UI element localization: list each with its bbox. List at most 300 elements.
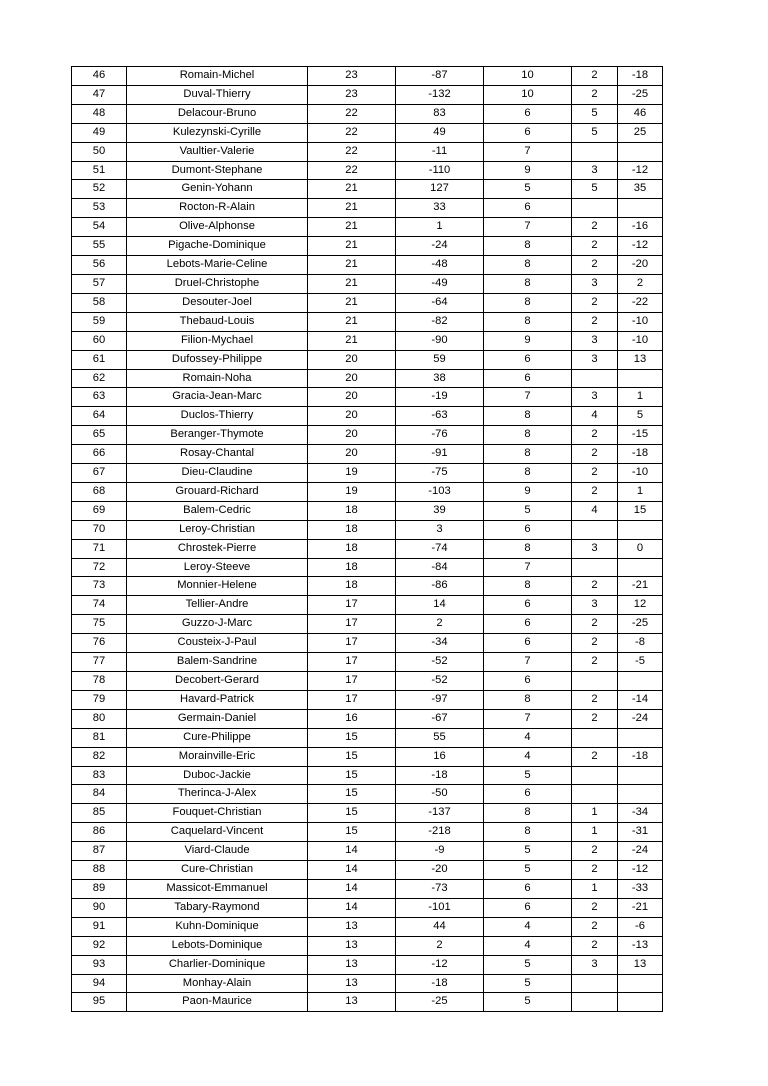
table-cell-score: [618, 993, 663, 1012]
table-cell-wins: [572, 993, 618, 1012]
table-row: [72, 879, 663, 898]
table-cell-games: 6: [484, 104, 572, 123]
table-cell-rank: 59: [72, 312, 127, 331]
table-cell-rank: 78: [72, 672, 127, 691]
table-cell-diff: -64: [396, 293, 484, 312]
table-cell-name: Duboc-Jackie: [127, 766, 308, 785]
table-cell-games: 7: [484, 388, 572, 407]
table-cell-rank: 91: [72, 917, 127, 936]
table-cell-diff: -87: [396, 67, 484, 86]
table-cell-points: 22: [308, 142, 396, 161]
table-cell-games: 8: [484, 407, 572, 426]
ranking-table-container: [71, 66, 655, 1012]
table-cell-games: 5: [484, 955, 572, 974]
table-cell-points: 21: [308, 180, 396, 199]
table-cell-diff: -11: [396, 142, 484, 161]
table-cell-games: 7: [484, 558, 572, 577]
table-cell-diff: 2: [396, 615, 484, 634]
table-cell-points: 17: [308, 672, 396, 691]
table-row: [72, 634, 663, 653]
table-cell-points: 14: [308, 861, 396, 880]
table-cell-rank: 63: [72, 388, 127, 407]
table-cell-points: 13: [308, 936, 396, 955]
table-cell-score: -10: [618, 331, 663, 350]
table-cell-points: 18: [308, 577, 396, 596]
table-cell-points: 17: [308, 653, 396, 672]
table-cell-rank: 79: [72, 690, 127, 709]
table-cell-diff: 59: [396, 350, 484, 369]
table-cell-score: 12: [618, 596, 663, 615]
table-cell-points: 14: [308, 842, 396, 861]
table-cell-score: -21: [618, 898, 663, 917]
table-cell-games: 8: [484, 690, 572, 709]
table-cell-score: -10: [618, 464, 663, 483]
table-cell-points: 18: [308, 558, 396, 577]
table-cell-diff: -110: [396, 161, 484, 180]
table-cell-games: 8: [484, 293, 572, 312]
table-cell-name: Monnier-Helene: [127, 577, 308, 596]
table-cell-name: Charlier-Dominique: [127, 955, 308, 974]
table-cell-name: Havard-Patrick: [127, 690, 308, 709]
table-cell-games: 8: [484, 804, 572, 823]
table-cell-rank: 80: [72, 709, 127, 728]
table-row: [72, 350, 663, 369]
table-cell-rank: 93: [72, 955, 127, 974]
table-cell-points: 21: [308, 331, 396, 350]
table-cell-diff: -63: [396, 407, 484, 426]
table-cell-diff: -101: [396, 898, 484, 917]
table-cell-name: Tellier-Andre: [127, 596, 308, 615]
table-cell-name: Cousteix-J-Paul: [127, 634, 308, 653]
table-cell-name: Guzzo-J-Marc: [127, 615, 308, 634]
table-cell-wins: 3: [572, 596, 618, 615]
table-cell-name: Viard-Claude: [127, 842, 308, 861]
table-cell-name: Caquelard-Vincent: [127, 823, 308, 842]
table-row: [72, 842, 663, 861]
table-cell-wins: 2: [572, 256, 618, 275]
table-row: [72, 274, 663, 293]
table-cell-wins: 2: [572, 861, 618, 880]
table-cell-games: 5: [484, 861, 572, 880]
table-cell-diff: -19: [396, 388, 484, 407]
table-cell-rank: 65: [72, 426, 127, 445]
table-cell-wins: 2: [572, 67, 618, 86]
table-cell-wins: 3: [572, 539, 618, 558]
table-cell-score: -12: [618, 161, 663, 180]
table-cell-score: [618, 785, 663, 804]
table-cell-name: Filion-Mychael: [127, 331, 308, 350]
table-cell-diff: -75: [396, 464, 484, 483]
table-cell-name: Paon-Maurice: [127, 993, 308, 1012]
table-cell-games: 7: [484, 653, 572, 672]
table-cell-diff: -25: [396, 993, 484, 1012]
table-cell-games: 4: [484, 917, 572, 936]
table-cell-score: -14: [618, 690, 663, 709]
table-row: [72, 558, 663, 577]
table-row: [72, 256, 663, 275]
table-cell-points: 15: [308, 804, 396, 823]
table-row: [72, 936, 663, 955]
table-cell-wins: 2: [572, 85, 618, 104]
table-cell-rank: 54: [72, 218, 127, 237]
table-cell-games: 6: [484, 520, 572, 539]
table-row: [72, 747, 663, 766]
table-cell-name: Tabary-Raymond: [127, 898, 308, 917]
table-cell-score: -20: [618, 256, 663, 275]
table-cell-games: 8: [484, 274, 572, 293]
table-cell-diff: -97: [396, 690, 484, 709]
table-cell-name: Morainville-Eric: [127, 747, 308, 766]
table-cell-name: Fouquet-Christian: [127, 804, 308, 823]
table-cell-points: 13: [308, 917, 396, 936]
table-cell-wins: 2: [572, 747, 618, 766]
table-row: [72, 653, 663, 672]
table-cell-points: 21: [308, 312, 396, 331]
ranking-table-body: [72, 67, 663, 1012]
table-cell-points: 22: [308, 104, 396, 123]
table-cell-rank: 75: [72, 615, 127, 634]
table-row: [72, 104, 663, 123]
table-cell-score: -6: [618, 917, 663, 936]
table-row: [72, 709, 663, 728]
table-cell-rank: 83: [72, 766, 127, 785]
table-cell-rank: 56: [72, 256, 127, 275]
table-cell-diff: -20: [396, 861, 484, 880]
table-cell-name: Leroy-Steeve: [127, 558, 308, 577]
table-cell-score: [618, 142, 663, 161]
table-cell-diff: -82: [396, 312, 484, 331]
table-cell-name: Kulezynski-Cyrille: [127, 123, 308, 142]
table-cell-score: 46: [618, 104, 663, 123]
table-cell-rank: 46: [72, 67, 127, 86]
table-cell-rank: 88: [72, 861, 127, 880]
table-cell-points: 13: [308, 974, 396, 993]
table-cell-diff: -9: [396, 842, 484, 861]
table-cell-diff: -49: [396, 274, 484, 293]
table-cell-points: 15: [308, 747, 396, 766]
table-cell-wins: 3: [572, 350, 618, 369]
table-cell-wins: 2: [572, 464, 618, 483]
table-cell-points: 15: [308, 766, 396, 785]
table-cell-points: 16: [308, 709, 396, 728]
table-cell-games: 6: [484, 672, 572, 691]
table-row: [72, 426, 663, 445]
table-cell-name: Cure-Christian: [127, 861, 308, 880]
table-cell-name: Kuhn-Dominique: [127, 917, 308, 936]
table-cell-rank: 77: [72, 653, 127, 672]
table-cell-score: -18: [618, 67, 663, 86]
table-cell-wins: 3: [572, 955, 618, 974]
table-cell-name: Rocton-R-Alain: [127, 199, 308, 218]
table-cell-wins: 2: [572, 709, 618, 728]
table-cell-diff: -24: [396, 237, 484, 256]
table-cell-rank: 52: [72, 180, 127, 199]
table-cell-wins: 3: [572, 161, 618, 180]
table-cell-rank: 49: [72, 123, 127, 142]
table-row: [72, 464, 663, 483]
table-cell-score: 25: [618, 123, 663, 142]
table-row: [72, 520, 663, 539]
table-cell-name: Beranger-Thymote: [127, 426, 308, 445]
table-cell-diff: 49: [396, 123, 484, 142]
table-cell-diff: -132: [396, 85, 484, 104]
table-cell-wins: 2: [572, 653, 618, 672]
table-cell-wins: 3: [572, 274, 618, 293]
table-cell-score: [618, 728, 663, 747]
table-cell-name: Rosay-Chantal: [127, 445, 308, 464]
table-cell-name: Grouard-Richard: [127, 482, 308, 501]
table-cell-games: 6: [484, 785, 572, 804]
table-row: [72, 766, 663, 785]
table-cell-points: 13: [308, 993, 396, 1012]
table-cell-diff: -34: [396, 634, 484, 653]
table-cell-rank: 64: [72, 407, 127, 426]
table-row: [72, 974, 663, 993]
table-cell-points: 15: [308, 785, 396, 804]
table-cell-diff: 1: [396, 218, 484, 237]
table-cell-score: -25: [618, 85, 663, 104]
table-cell-wins: 5: [572, 104, 618, 123]
table-cell-name: Germain-Daniel: [127, 709, 308, 728]
table-cell-rank: 87: [72, 842, 127, 861]
table-cell-games: 6: [484, 879, 572, 898]
table-cell-games: 6: [484, 350, 572, 369]
table-cell-points: 21: [308, 256, 396, 275]
table-cell-rank: 73: [72, 577, 127, 596]
table-cell-name: Dieu-Claudine: [127, 464, 308, 483]
table-cell-diff: -84: [396, 558, 484, 577]
table-row: [72, 180, 663, 199]
table-cell-games: 9: [484, 482, 572, 501]
table-cell-rank: 70: [72, 520, 127, 539]
table-row: [72, 577, 663, 596]
table-cell-diff: 127: [396, 180, 484, 199]
table-cell-games: 8: [484, 577, 572, 596]
table-cell-games: 4: [484, 747, 572, 766]
table-cell-name: Dufossey-Philippe: [127, 350, 308, 369]
table-row: [72, 293, 663, 312]
table-cell-wins: 1: [572, 879, 618, 898]
table-cell-wins: 2: [572, 615, 618, 634]
table-cell-points: 18: [308, 501, 396, 520]
table-cell-diff: -73: [396, 879, 484, 898]
table-cell-wins: 2: [572, 898, 618, 917]
table-cell-points: 18: [308, 539, 396, 558]
table-cell-games: 5: [484, 501, 572, 520]
table-cell-name: Lebots-Dominique: [127, 936, 308, 955]
table-row: [72, 728, 663, 747]
table-cell-diff: -18: [396, 974, 484, 993]
table-cell-name: Balem-Sandrine: [127, 653, 308, 672]
table-cell-score: -31: [618, 823, 663, 842]
table-cell-wins: 2: [572, 690, 618, 709]
table-row: [72, 823, 663, 842]
table-cell-rank: 57: [72, 274, 127, 293]
table-cell-games: 5: [484, 180, 572, 199]
table-cell-score: -16: [618, 218, 663, 237]
table-cell-wins: 1: [572, 823, 618, 842]
table-cell-wins: [572, 785, 618, 804]
table-cell-points: 20: [308, 445, 396, 464]
table-cell-games: 5: [484, 993, 572, 1012]
table-cell-points: 22: [308, 161, 396, 180]
table-cell-rank: 69: [72, 501, 127, 520]
table-cell-rank: 76: [72, 634, 127, 653]
table-cell-wins: 3: [572, 331, 618, 350]
table-cell-name: Massicot-Emmanuel: [127, 879, 308, 898]
table-cell-score: [618, 558, 663, 577]
table-row: [72, 501, 663, 520]
table-cell-diff: -12: [396, 955, 484, 974]
table-cell-rank: 90: [72, 898, 127, 917]
table-cell-score: -13: [618, 936, 663, 955]
table-cell-points: 17: [308, 596, 396, 615]
table-cell-points: 21: [308, 237, 396, 256]
table-cell-score: -10: [618, 312, 663, 331]
table-cell-games: 8: [484, 539, 572, 558]
table-cell-games: 8: [484, 464, 572, 483]
table-cell-wins: 2: [572, 917, 618, 936]
table-cell-score: 13: [618, 350, 663, 369]
table-cell-wins: 2: [572, 936, 618, 955]
table-cell-diff: -52: [396, 653, 484, 672]
table-cell-score: 0: [618, 539, 663, 558]
table-cell-name: Desouter-Joel: [127, 293, 308, 312]
table-row: [72, 237, 663, 256]
table-cell-rank: 55: [72, 237, 127, 256]
table-cell-diff: 44: [396, 917, 484, 936]
table-cell-rank: 68: [72, 482, 127, 501]
table-cell-diff: -50: [396, 785, 484, 804]
table-cell-name: Monhay-Alain: [127, 974, 308, 993]
table-cell-score: -18: [618, 747, 663, 766]
table-cell-name: Gracia-Jean-Marc: [127, 388, 308, 407]
table-row: [72, 785, 663, 804]
table-cell-points: 20: [308, 426, 396, 445]
table-cell-rank: 48: [72, 104, 127, 123]
table-cell-rank: 53: [72, 199, 127, 218]
table-cell-points: 19: [308, 464, 396, 483]
table-cell-score: 35: [618, 180, 663, 199]
table-cell-diff: 83: [396, 104, 484, 123]
table-cell-games: 8: [484, 237, 572, 256]
table-cell-rank: 85: [72, 804, 127, 823]
table-cell-wins: 2: [572, 426, 618, 445]
table-cell-diff: -218: [396, 823, 484, 842]
table-row: [72, 596, 663, 615]
table-cell-rank: 74: [72, 596, 127, 615]
table-cell-name: Genin-Yohann: [127, 180, 308, 199]
table-cell-score: -34: [618, 804, 663, 823]
table-cell-points: 20: [308, 350, 396, 369]
table-cell-diff: 33: [396, 199, 484, 218]
table-cell-games: 7: [484, 142, 572, 161]
table-row: [72, 804, 663, 823]
table-cell-diff: -18: [396, 766, 484, 785]
table-cell-rank: 62: [72, 369, 127, 388]
table-row: [72, 445, 663, 464]
table-cell-diff: -137: [396, 804, 484, 823]
table-cell-wins: 4: [572, 407, 618, 426]
table-cell-rank: 92: [72, 936, 127, 955]
table-cell-score: -33: [618, 879, 663, 898]
table-cell-name: Thebaud-Louis: [127, 312, 308, 331]
table-cell-score: 2: [618, 274, 663, 293]
table-cell-diff: 3: [396, 520, 484, 539]
table-cell-points: 15: [308, 728, 396, 747]
table-cell-games: 8: [484, 426, 572, 445]
table-cell-name: Dumont-Stephane: [127, 161, 308, 180]
table-cell-games: 4: [484, 728, 572, 747]
table-cell-wins: 5: [572, 180, 618, 199]
table-row: [72, 539, 663, 558]
table-cell-name: Vaultier-Valerie: [127, 142, 308, 161]
table-cell-points: 23: [308, 67, 396, 86]
table-cell-games: 6: [484, 634, 572, 653]
table-cell-points: 17: [308, 615, 396, 634]
table-cell-diff: -74: [396, 539, 484, 558]
table-cell-score: -24: [618, 842, 663, 861]
table-cell-name: Delacour-Bruno: [127, 104, 308, 123]
table-cell-score: -12: [618, 861, 663, 880]
table-cell-wins: [572, 728, 618, 747]
table-cell-score: [618, 199, 663, 218]
table-cell-rank: 71: [72, 539, 127, 558]
table-cell-rank: 81: [72, 728, 127, 747]
table-cell-games: 4: [484, 936, 572, 955]
table-row: [72, 142, 663, 161]
table-cell-wins: 2: [572, 634, 618, 653]
table-cell-wins: [572, 369, 618, 388]
table-cell-games: 6: [484, 596, 572, 615]
table-cell-diff: 38: [396, 369, 484, 388]
table-cell-wins: 2: [572, 577, 618, 596]
table-cell-name: Duval-Thierry: [127, 85, 308, 104]
table-cell-score: -15: [618, 426, 663, 445]
table-row: [72, 85, 663, 104]
table-row: [72, 369, 663, 388]
table-cell-points: 20: [308, 407, 396, 426]
table-cell-diff: 39: [396, 501, 484, 520]
table-cell-points: 15: [308, 823, 396, 842]
table-cell-games: 10: [484, 85, 572, 104]
table-cell-score: -25: [618, 615, 663, 634]
table-cell-name: Cure-Philippe: [127, 728, 308, 747]
table-cell-points: 19: [308, 482, 396, 501]
table-cell-wins: 5: [572, 123, 618, 142]
table-cell-score: 1: [618, 482, 663, 501]
table-cell-rank: 47: [72, 85, 127, 104]
table-cell-rank: 94: [72, 974, 127, 993]
table-row: [72, 672, 663, 691]
table-cell-points: 21: [308, 293, 396, 312]
table-cell-wins: [572, 558, 618, 577]
table-cell-points: 22: [308, 123, 396, 142]
table-row: [72, 955, 663, 974]
table-cell-games: 5: [484, 974, 572, 993]
table-cell-diff: -90: [396, 331, 484, 350]
table-cell-score: 15: [618, 501, 663, 520]
table-cell-games: 8: [484, 312, 572, 331]
table-cell-rank: 50: [72, 142, 127, 161]
table-cell-name: Pigache-Dominique: [127, 237, 308, 256]
table-cell-points: 21: [308, 274, 396, 293]
table-cell-score: -8: [618, 634, 663, 653]
table-cell-diff: -86: [396, 577, 484, 596]
table-cell-wins: 3: [572, 388, 618, 407]
table-row: [72, 199, 663, 218]
table-cell-games: 8: [484, 256, 572, 275]
